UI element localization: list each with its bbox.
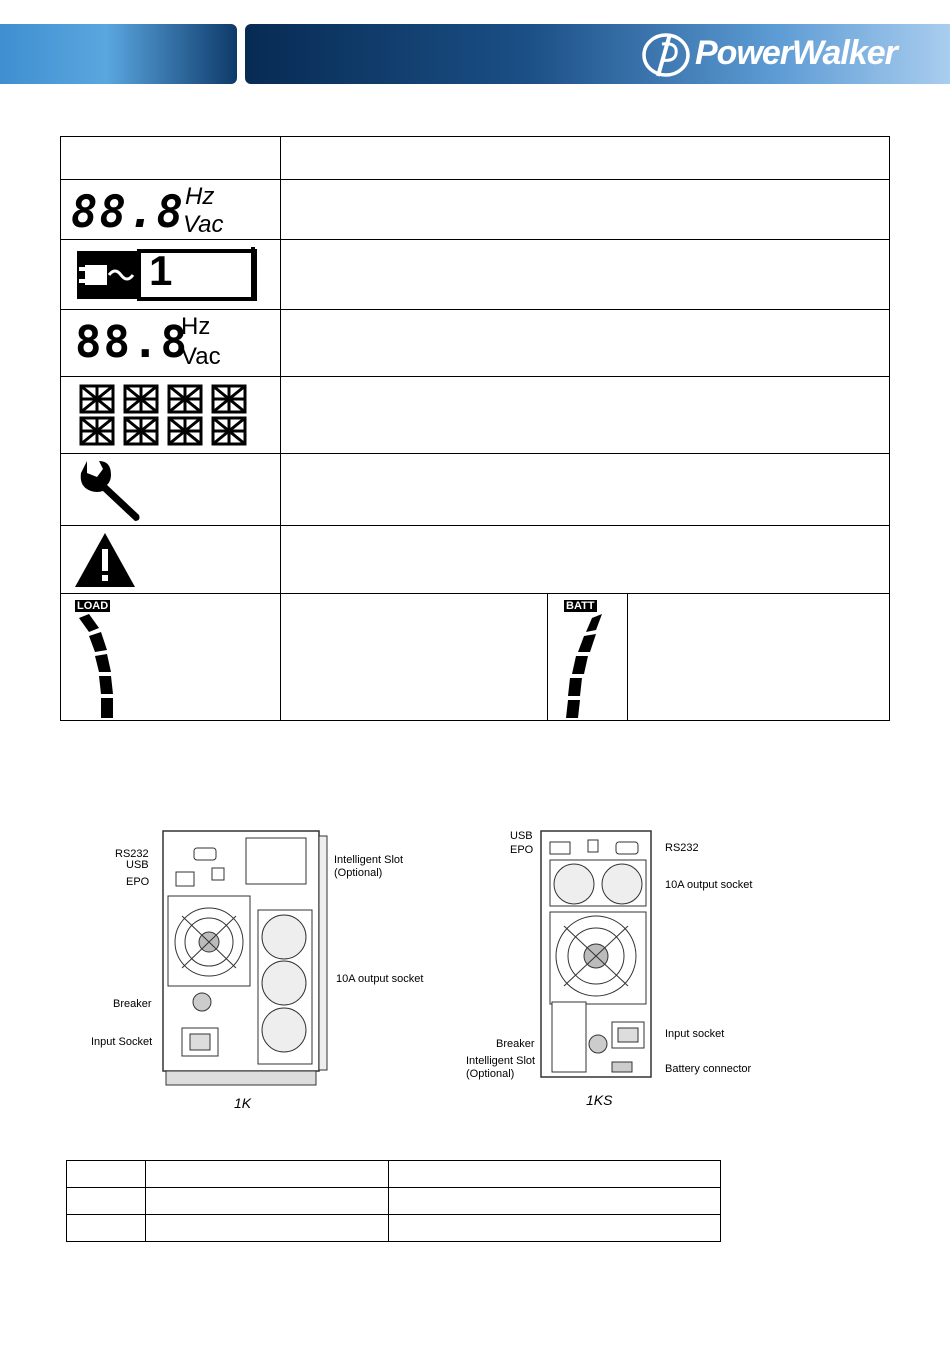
spec-cell: [146, 1161, 389, 1188]
1k-output-socket-label: 10A output socket: [336, 973, 424, 985]
1k-usb-label: USB: [126, 859, 149, 871]
1ks-input-socket-label: Input socket: [665, 1028, 725, 1040]
row-description: [281, 454, 890, 526]
row-description: [281, 526, 890, 594]
spec-cell: [146, 1188, 389, 1215]
header-band-left: [0, 24, 237, 84]
output-number: 1: [149, 246, 173, 294]
1ks-optional-label: (Optional): [466, 1068, 515, 1080]
load-description: [281, 594, 548, 721]
wrench-cell: [61, 454, 281, 526]
1ks-battery-connector-label: Battery connector: [665, 1063, 752, 1075]
1k-caption: 1K: [234, 1095, 252, 1111]
spec-cell: [389, 1215, 721, 1242]
lcd-icon-table: [60, 136, 890, 721]
brand-logo: [640, 30, 940, 80]
1ks-epo-label: EPO: [510, 844, 534, 856]
warning-icon: [73, 531, 137, 589]
row-description: [281, 240, 890, 310]
1ks-breaker-label: Breaker: [496, 1038, 535, 1050]
row-description: [281, 310, 890, 377]
1ks-caption: 1KS: [586, 1092, 613, 1108]
batt-bar-cell: [548, 594, 628, 721]
rear-panel-1ks-diagram: [540, 830, 660, 1080]
1k-rs232-label: RS232: [115, 848, 149, 860]
battery-level-bar-icon: [562, 614, 622, 724]
1k-input-socket-label: Input Socket: [91, 1036, 153, 1048]
table-row: [67, 1161, 721, 1188]
table-row: [61, 454, 890, 526]
output-vac-label: Vac: [181, 342, 221, 370]
spec-cell: [67, 1188, 146, 1215]
spec-cell: [67, 1161, 146, 1188]
1k-breaker-label: Breaker: [113, 998, 152, 1010]
table-row: [61, 526, 890, 594]
1k-intelligent-slot-label: Intelligent Slot: [334, 854, 404, 866]
output-socket-indicator-icon: [61, 240, 281, 310]
row-description: [281, 377, 890, 454]
header-description-cell: [281, 137, 890, 180]
load-label: LOAD: [77, 600, 109, 612]
spec-cell: [146, 1215, 389, 1242]
alphanumeric-display-icon: [61, 377, 281, 454]
input-digits: 88.8: [71, 186, 185, 238]
spec-cell: [389, 1161, 721, 1188]
output-digits: 88.8: [75, 316, 189, 368]
spec-table: [66, 1160, 721, 1242]
starburst-segments-icon: [75, 380, 275, 450]
brand-name: PowerWalker: [695, 34, 897, 72]
1ks-rs232-label: RS232: [665, 842, 699, 854]
batt-description: [628, 594, 890, 721]
1ks-intelligent-slot-label: Intelligent Slot: [466, 1055, 536, 1067]
powerwalker-logo-icon: [640, 30, 696, 80]
input-reading-icon: [61, 180, 281, 240]
header-icon-cell: [61, 137, 281, 180]
1k-optional-label: (Optional): [334, 867, 383, 879]
1ks-output-socket-label: 10A output socket: [665, 879, 753, 891]
input-vac-label: Vac: [183, 210, 224, 238]
output-hz-label: Hz: [181, 312, 211, 340]
table-row: [61, 310, 890, 377]
wrench-icon: [77, 457, 147, 523]
1k-epo-label: EPO: [126, 876, 150, 888]
load-level-bar-icon: [75, 614, 135, 724]
table-row: [61, 377, 890, 454]
spec-cell: [389, 1188, 721, 1215]
table-row: [61, 240, 890, 310]
table-row: [67, 1215, 721, 1242]
batt-label: BATT: [566, 600, 595, 612]
table-header-row: [61, 137, 890, 180]
load-bar-cell: [61, 594, 281, 721]
row-description: [281, 180, 890, 240]
rear-panel-1k-diagram: [162, 830, 332, 1090]
input-hz-label: Hz: [185, 182, 215, 210]
spec-cell: [67, 1215, 146, 1242]
table-row: [67, 1188, 721, 1215]
warning-cell: [61, 526, 281, 594]
output-reading-icon: [61, 310, 281, 377]
1ks-usb-label: USB: [510, 830, 533, 842]
table-row: [61, 180, 890, 240]
table-row: [61, 594, 890, 721]
